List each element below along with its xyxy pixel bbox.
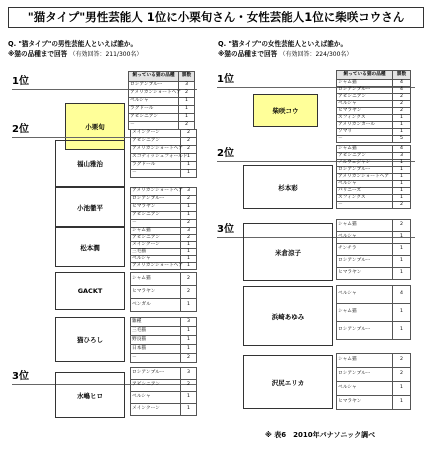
votes: 1 <box>181 327 197 336</box>
breed: アビシニアン <box>131 380 181 392</box>
breed: 三毛猫 <box>131 327 181 336</box>
breed: ペルシャ <box>131 256 181 263</box>
votes: 4 <box>393 146 411 153</box>
votes: 1 <box>393 167 411 174</box>
breed: ロシアンブルー <box>131 196 181 204</box>
breed: 三毛猫 <box>131 249 181 256</box>
cat-breed-table <box>128 71 195 130</box>
breed: ノルウェジャン <box>337 160 393 167</box>
votes: 2 <box>393 220 411 232</box>
breed: － <box>129 122 179 130</box>
breed: アビシニアン <box>131 212 181 220</box>
votes: 2 <box>393 368 411 382</box>
col-breed-header: 飼っている猫の品種 <box>337 71 393 80</box>
votes: 1 <box>181 392 197 404</box>
entertainer-name: 小栗旬 <box>65 103 125 150</box>
breed: アビシニアン <box>131 138 181 146</box>
votes: 1 <box>179 114 195 122</box>
cat-breed-table <box>130 129 197 178</box>
votes: 3 <box>179 82 195 90</box>
votes: 3 <box>181 368 197 380</box>
votes: 1 <box>393 232 411 244</box>
source-footnote: ※ 表6 2010年パナソニック調べ <box>265 431 376 439</box>
cat-breed-table <box>336 70 411 143</box>
entertainer-name: 浜崎あゆみ <box>243 286 333 346</box>
female-rank-3: 3位 <box>217 224 234 235</box>
votes: 1 <box>181 299 197 312</box>
votes: 1 <box>393 244 411 256</box>
votes: 1 <box>181 162 197 170</box>
breed: ヒマラヤン <box>337 108 393 115</box>
votes: 1 <box>181 204 197 212</box>
breed: チンチラ <box>337 244 393 256</box>
breed: 日本猫 <box>131 345 181 354</box>
breed: ロシアンブルー <box>337 87 393 94</box>
breed: ロシアンブルー <box>337 368 393 382</box>
votes: 1 <box>181 263 197 270</box>
breed: アメリカンショートヘア <box>337 174 393 181</box>
votes: 1 <box>393 174 411 181</box>
male-note: ※猫の品種まで回答 （有効回答：211/300名） <box>8 50 143 58</box>
breed: － <box>337 202 393 209</box>
breed: ロシアンブルー <box>337 256 393 268</box>
votes: 1 <box>181 256 197 263</box>
votes: 2 <box>181 220 197 228</box>
votes: 3 <box>181 228 197 235</box>
breed: アメリカンカール <box>337 122 393 129</box>
votes: 1 <box>181 154 197 162</box>
votes: 1 <box>393 304 411 322</box>
breed: ペルシャ <box>337 181 393 188</box>
votes: 2 <box>181 138 197 146</box>
breed: スコティッシュフォールド <box>131 154 181 162</box>
breed: ヒマラヤン <box>131 286 181 299</box>
votes: 2 <box>393 94 411 101</box>
breed: ヒマラヤン <box>131 204 181 212</box>
breed: 野良猫 <box>131 336 181 345</box>
votes: 2 <box>181 235 197 242</box>
breed: ベンガル <box>131 299 181 312</box>
breed: ペルシャ <box>131 392 181 404</box>
breed: ロシアンブルー <box>131 368 181 380</box>
cat-breed-table <box>130 317 197 363</box>
votes: 1 <box>393 129 411 136</box>
breed: ラグドール <box>129 106 179 114</box>
votes: 2 <box>393 202 411 209</box>
votes: 2 <box>181 146 197 154</box>
cat-breed-table <box>336 219 411 280</box>
breed: アビシニアン <box>129 114 179 122</box>
breed: スフィンクス <box>337 195 393 202</box>
votes: 1 <box>393 195 411 202</box>
female-rank-1: 1位 <box>217 74 234 85</box>
col-votes-header: 票数 <box>179 72 195 82</box>
breed: アビシニアン <box>131 235 181 242</box>
breed: シャム猫 <box>337 304 393 322</box>
breed: シャム猫 <box>131 228 181 235</box>
entertainer-name: 猫ひろし <box>55 317 125 362</box>
votes: 2 <box>181 286 197 299</box>
votes: 1 <box>181 336 197 345</box>
votes: 4 <box>393 87 411 94</box>
female-note: ※猫の品種まで回答 （有効回答：224/300名） <box>218 50 353 58</box>
entertainer-name: 水嶋ヒロ <box>55 372 125 418</box>
cat-breed-table <box>336 285 411 340</box>
col-breed-header: 飼っている猫の品種 <box>129 72 179 82</box>
votes: 3 <box>393 153 411 160</box>
breed: － <box>131 354 181 363</box>
breed: ペルシャ <box>337 286 393 304</box>
breed: メインクーン <box>131 404 181 416</box>
breed: アメリカンショートヘア <box>131 146 181 154</box>
votes: 1 <box>393 160 411 167</box>
votes: 1 <box>179 98 195 106</box>
votes: 3 <box>181 188 197 196</box>
votes: 1 <box>181 242 197 249</box>
female-rank-2: 2位 <box>217 148 234 159</box>
votes: 2 <box>181 354 197 363</box>
breed: アメリカンショートヘア <box>129 90 179 98</box>
votes: 1 <box>393 396 411 410</box>
breed: シャム猫 <box>337 80 393 87</box>
votes: 2 <box>393 354 411 368</box>
votes: 1 <box>181 249 197 256</box>
male-question: Q. "猫タイプ"の男性芸能人といえば誰か。 <box>8 40 138 48</box>
cat-breed-table <box>130 367 197 416</box>
breed: － <box>131 170 181 178</box>
breed: アビシニアン <box>337 94 393 101</box>
cat-breed-table <box>130 187 197 228</box>
entertainer-name: 沢尻エリカ <box>243 355 333 409</box>
col-votes-header: 票数 <box>393 71 411 80</box>
breed: アメリカンショートヘア <box>132 262 183 268</box>
votes: 1 <box>393 382 411 396</box>
breed: シャム猫 <box>337 220 393 232</box>
breed: ヒマラヤン <box>337 268 393 280</box>
votes: 2 <box>181 130 197 138</box>
votes: 2 <box>181 273 197 286</box>
breed: メインクーン <box>131 130 181 138</box>
breed: ペルシャ <box>337 101 393 108</box>
votes: 1 <box>393 322 411 340</box>
breed: メインクーン <box>131 242 181 249</box>
entertainer-name: 松本潤 <box>55 227 125 267</box>
female-question: Q. "猫タイプ"の女性芸能人といえば誰か。 <box>218 40 348 48</box>
breed: ペルシャ <box>337 232 393 244</box>
breed: － <box>337 136 393 143</box>
votes: 1 <box>393 181 411 188</box>
breed: シャム猫 <box>337 146 393 153</box>
male-rank-3: 3位 <box>12 371 29 382</box>
breed: シャム猫 <box>131 273 181 286</box>
votes: 1 <box>393 115 411 122</box>
breed: スフィンクス <box>337 115 393 122</box>
breed: アメリカンショートヘア <box>131 188 181 196</box>
breed: ロシアンブルー <box>337 167 393 174</box>
votes: 1 <box>181 212 197 220</box>
breed: ペルシャ <box>129 98 179 106</box>
entertainer-name: 米倉涼子 <box>243 223 333 281</box>
votes: 1 <box>181 170 197 178</box>
votes: 1 <box>393 268 411 280</box>
entertainer-name: GACKT <box>55 272 125 310</box>
votes: 4 <box>393 80 411 87</box>
votes: 1 <box>181 404 197 416</box>
breed: シャム猫 <box>337 354 393 368</box>
breed: ロシアンブルー <box>337 322 393 340</box>
breed: ロシアンブルー <box>129 82 179 90</box>
votes: 2 <box>393 101 411 108</box>
votes: 5 <box>393 136 411 143</box>
cat-breed-table <box>336 353 411 410</box>
breed: － <box>131 220 181 228</box>
votes: 2 <box>181 196 197 204</box>
breed: バリニーズ <box>337 188 393 195</box>
male-rank-2: 2位 <box>12 124 29 135</box>
breed: ペルシャ <box>337 382 393 396</box>
cat-breed-table <box>130 227 197 270</box>
breed: ヒマラヤン <box>337 396 393 410</box>
votes: 1 <box>181 345 197 354</box>
votes: 1 <box>393 188 411 195</box>
entertainer-name: 福山雅治 <box>55 140 125 187</box>
page-title: "猫タイプ"男性芸能人 1位に小栗旬さん・女性芸能人1位に柴咲コウさん <box>8 7 424 28</box>
votes: 3 <box>181 318 197 327</box>
breed: ソマリ <box>337 129 393 136</box>
male-rank-1: 1位 <box>12 76 29 87</box>
votes: 1 <box>393 256 411 268</box>
votes: 2 <box>179 90 195 98</box>
cat-breed-table <box>336 145 411 209</box>
votes: 1 <box>393 122 411 129</box>
votes: 2 <box>179 122 195 130</box>
votes: 2 <box>393 108 411 115</box>
entertainer-name: 柴咲コウ <box>253 94 318 127</box>
votes: 1 <box>179 106 195 114</box>
votes: 2 <box>181 380 197 392</box>
breed: ラグドール <box>131 162 181 170</box>
entertainer-name: 杉本彩 <box>243 165 333 209</box>
breed: アビシニアン <box>337 153 393 160</box>
entertainer-name: 小池徹平 <box>55 187 125 227</box>
breed: 雑種 <box>131 318 181 327</box>
cat-breed-table <box>130 272 197 312</box>
votes: 4 <box>393 286 411 304</box>
